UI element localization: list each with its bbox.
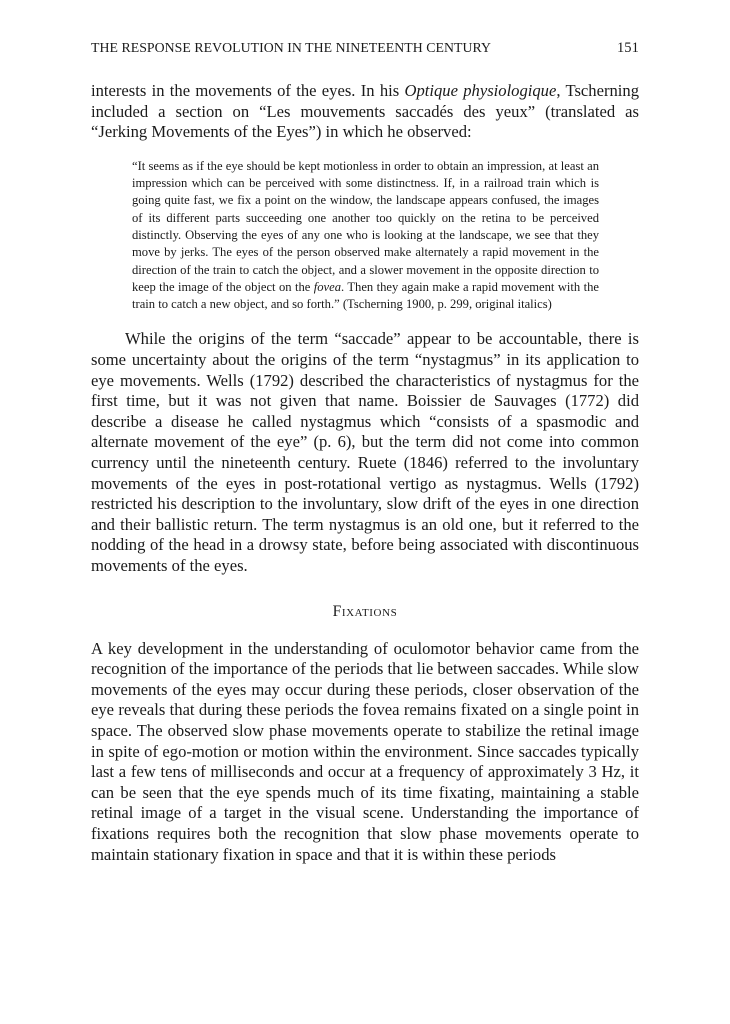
section-heading: Fixations — [332, 602, 398, 620]
running-title: THE RESPONSE REVOLUTION IN THE NINETEENTH CENTURY — [91, 40, 491, 55]
quote-text-part2: . Then they again make a rapid movement with the train to catch a new object, and so forth.” (Tscherning 1900, p. 299, original italics) — [132, 279, 600, 312]
intro-text-part2: , Tscherning included a section on “Les mouvements saccadés des yeux” (translated as “Jerking Movements of the Eyes”) in which he observed: — [91, 81, 639, 142]
nystagmus-paragraph: While the origins of the term “saccade” appear to be accountable, there is some uncertainty about the origins of the term “nystagmus” in its application to eye movements. Wells (1792) described the characteristics of nystagmus for the first time, but it was not given that name. Boissier de Sauvages (1772) did describe a disease he called nystagmus which “consists of a spasmodic and alternate movement of the eye” (p. 6), but the term did not come into common currency until the nineteenth century. Ruete (1846) referred to the involuntary movements of the eyes in post-rotational vertigo as nystagmus. Wells (1792) restricted his description to the involuntary, slow drift of the eyes in one direction and their ballistic return. The term nystagmus is an old one, but it referred to the nodding of the head in a drowsy state, before being associated with discontinuous movements of the eyes. — [91, 329, 639, 575]
book-page — [91, 40, 639, 865]
running-head — [91, 40, 639, 70]
quote-text-part1: “It seems as if the eye should be kept motionless in order to obtain an impression, at least an impression which can be perceived with some distinctness. If, in a railroad train which is going quite fast, we fix a point on the window, the landscape appears confused, the images of its different parts succeeding one another too quickly on the retina to be perceived distinctly. Observing the eyes of any one who is looking at the landscape, we see that they move by jerks. The eyes of the person observed make alternately a rapid movement in the direction of the train to catch the object, and a slower movement in the opposite direction to keep the image of the object on the — [132, 158, 599, 294]
fixations-paragraph: A key development in the understanding of oculomotor behavior came from the recognition of the importance of the periods that lie between saccades. While slow movements of the eyes may occur during these periods, closer observation of the eye reveals that during these periods the fovea remains fixated on a single point in space. The observed slow phase movements operate to stabilize the retinal image in spite of ego-motion or motion within the environment. Since saccades typically last a few tens of milliseconds and occur at a frequency of approximately 3 Hz, it can be seen that the eye spends much of its time fixating, maintaining a stable retinal image of a target in the visual scene. Understanding the importance of fixations requires both the recognition that slow phase movements operate to maintain stationary fixation in space and that it is within these periods — [91, 638, 639, 864]
page-number: 151 — [616, 40, 639, 56]
intro-text-part1: interests in the movements of the eyes. In his — [91, 81, 405, 100]
intro-paragraph — [91, 81, 639, 143]
quote-italic-term: fovea — [313, 279, 342, 294]
book-title-italic: Optique physiologique — [404, 81, 557, 100]
block-quote — [132, 158, 599, 314]
